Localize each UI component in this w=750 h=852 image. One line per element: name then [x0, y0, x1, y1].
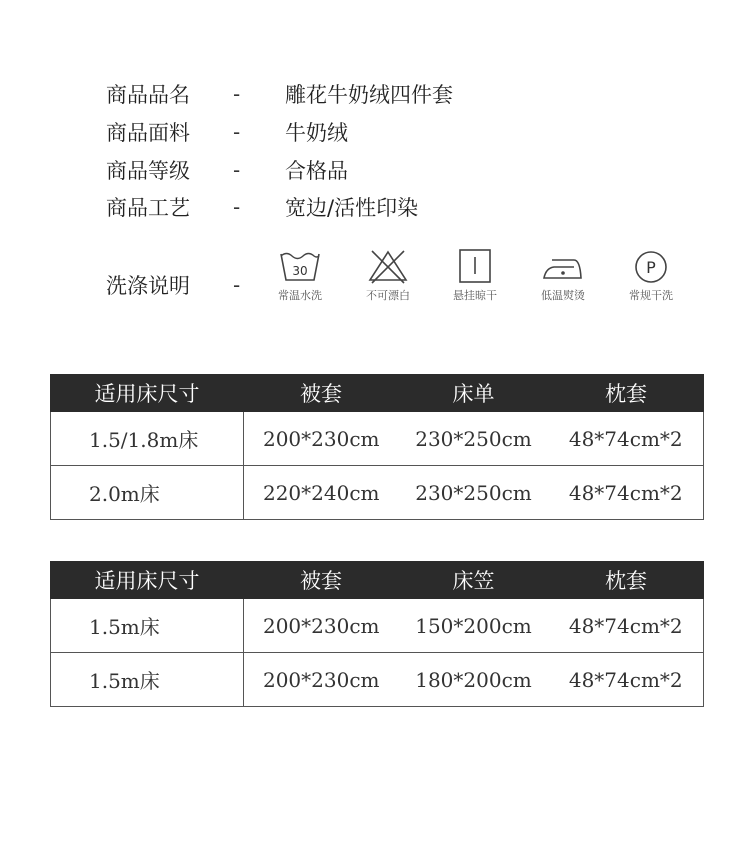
care-caption: 常规干洗: [629, 289, 673, 302]
header-duvet-cover: 被套: [244, 375, 399, 412]
cell-fitted-sheet: 180*200cm: [399, 653, 549, 707]
care-caption: 悬挂晾干: [453, 289, 497, 302]
cell-bed-size: 2.0m床: [51, 466, 244, 520]
cell-pillowcase: 48*74cm*2: [549, 599, 704, 653]
care-dash: -: [233, 273, 241, 297]
do-not-bleach-icon: [358, 248, 418, 303]
spec-row-name: [0, 75, 750, 115]
cell-pillowcase: 48*74cm*2: [549, 653, 704, 707]
spec-value: 宽边/活性印染: [285, 196, 419, 220]
cell-bed-size: 1.5m床: [51, 599, 244, 653]
header-bed-size: 适用床尺寸: [51, 562, 244, 599]
header-bed-size: 适用床尺寸: [51, 375, 244, 412]
spec-dash: -: [233, 120, 241, 144]
care-label: 洗涤说明: [106, 274, 190, 298]
table-header-row: [51, 562, 704, 599]
cell-duvet-cover: 200*230cm: [244, 412, 399, 466]
care-caption: 常温水洗: [278, 289, 322, 302]
spec-dash: -: [233, 158, 241, 182]
wash-temp-text: 30: [292, 264, 308, 278]
header-pillowcase: 枕套: [549, 375, 704, 412]
size-table-bedsheet: [50, 374, 704, 520]
spec-label: 商品面料: [106, 121, 190, 145]
care-caption: 低温熨烫: [541, 289, 585, 302]
spec-dash: -: [233, 195, 241, 219]
dry-clean-letter: P: [646, 258, 656, 277]
care-caption: 不可漂白: [366, 289, 410, 302]
spec-value: 雕花牛奶绒四件套: [285, 83, 453, 107]
cell-fitted-sheet: 150*200cm: [399, 599, 549, 653]
dry-clean-p-icon-graphic: [629, 248, 673, 284]
header-duvet-cover: 被套: [244, 562, 399, 599]
spec-row-grade: [0, 151, 750, 191]
table-row: [51, 466, 704, 520]
wash-30-icon: [270, 248, 330, 303]
hang-dry-icon: [445, 248, 505, 303]
table-row: [51, 653, 704, 707]
cell-bed-size: 1.5m床: [51, 653, 244, 707]
table-row: [51, 412, 704, 466]
wash-30-icon-graphic: [278, 248, 322, 284]
spec-label: 商品品名: [106, 83, 190, 107]
spec-row-craft: [0, 188, 750, 228]
spec-row-fabric: [0, 113, 750, 153]
size-table-fitted: [50, 561, 704, 707]
spec-dash: -: [233, 82, 241, 106]
cell-bed-sheet: 230*250cm: [399, 466, 549, 520]
spec-label: 商品等级: [106, 159, 190, 183]
cell-bed-size: 1.5/1.8m床: [51, 412, 244, 466]
dry-clean-p-icon: [621, 248, 681, 303]
iron-low-icon-graphic: [538, 248, 588, 284]
iron-low-icon: [533, 248, 593, 303]
header-pillowcase: 枕套: [549, 562, 704, 599]
header-fitted-sheet: 床笠: [399, 562, 549, 599]
spec-value: 合格品: [285, 159, 348, 183]
table-row: [51, 599, 704, 653]
cell-duvet-cover: 220*240cm: [244, 466, 399, 520]
cell-duvet-cover: 200*230cm: [244, 599, 399, 653]
cell-bed-sheet: 230*250cm: [399, 412, 549, 466]
header-bed-sheet: 床单: [399, 375, 549, 412]
hang-dry-icon-graphic: [453, 248, 497, 284]
do-not-bleach-icon-graphic: [366, 248, 410, 284]
spec-label: 商品工艺: [106, 196, 190, 220]
cell-pillowcase: 48*74cm*2: [549, 466, 704, 520]
cell-pillowcase: 48*74cm*2: [549, 412, 704, 466]
table-header-row: [51, 375, 704, 412]
spec-value: 牛奶绒: [285, 121, 348, 145]
cell-duvet-cover: 200*230cm: [244, 653, 399, 707]
